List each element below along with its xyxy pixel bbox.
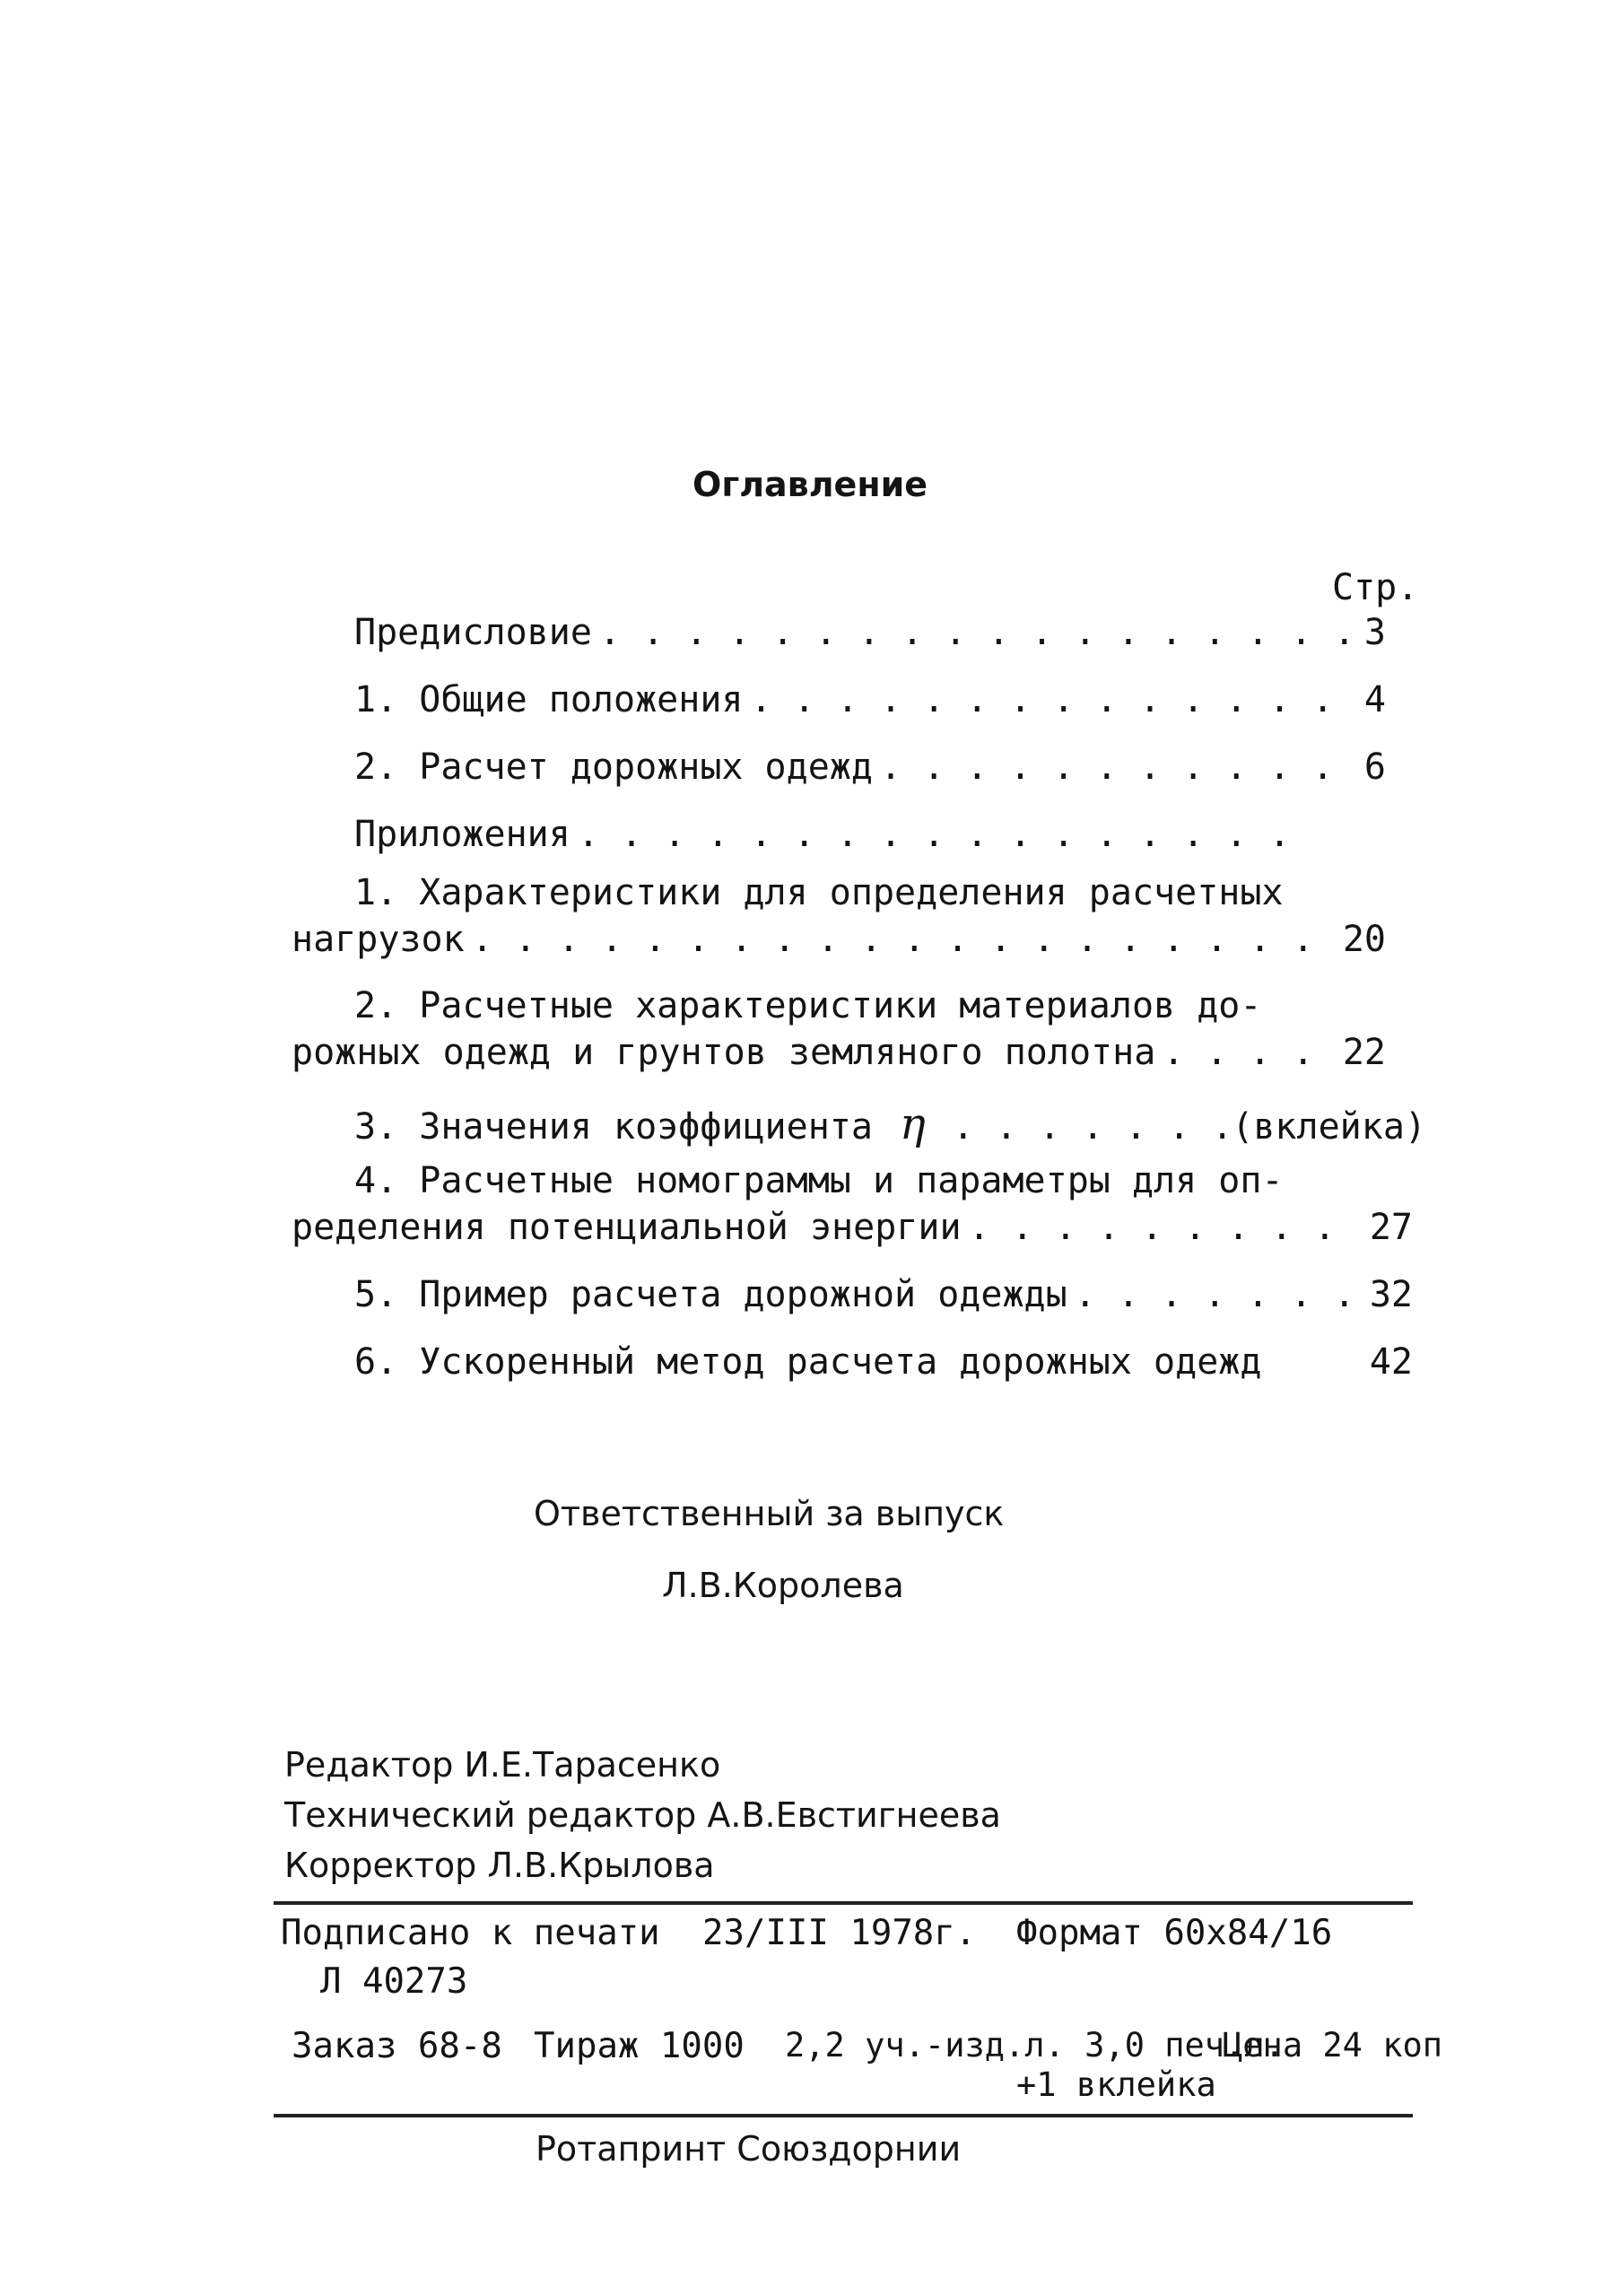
signed-label: Подписано к печати — [281, 1913, 660, 1953]
tech-editor-line: Технический редактор А.В.Евстигнеева — [284, 1795, 1001, 1835]
page-number: 20 — [1342, 919, 1386, 960]
page-column-header: Стр. — [1332, 567, 1419, 608]
leader-dots — [1075, 1274, 1363, 1315]
corrector-line: Корректор Л.В.Крылова — [284, 1846, 715, 1885]
page-number: 4 — [1363, 679, 1386, 720]
page-number: 32 — [1369, 1274, 1413, 1315]
toc-entry-appendix-1-line1: 1. Характеристики для определения расчетных — [354, 872, 1284, 913]
circulation: Тираж 1000 — [534, 2026, 745, 2066]
divider-top — [274, 1901, 1413, 1905]
toc-entry-general: 1. Общие положения . . . 4 — [354, 679, 1386, 726]
leader-dots — [599, 612, 1357, 653]
signed-date: 23/III 1978г. — [702, 1913, 977, 1953]
leader-dots — [953, 1106, 1225, 1148]
toc-entry-appendix-4-line2: ределения потенциальной энергии . . . 27 — [292, 1207, 1413, 1253]
format-info: Формат 60х84/16 — [1016, 1913, 1333, 1953]
leader-dots — [969, 1207, 1363, 1248]
page-number: 42 — [1369, 1341, 1413, 1383]
printer-name: Ротапринт Союздорнии — [536, 2129, 962, 2169]
page-number: 22 — [1342, 1032, 1386, 1073]
insert-note: +1 вклейка — [1016, 2065, 1216, 2104]
toc-entry-appendix-2-line2: рожных одежд и грунтов земляного полотна . . . 22 — [292, 1032, 1386, 1078]
toc-entry-appendix-1-line2: нагрузок . . . 20 — [292, 919, 1386, 965]
leader-dots — [750, 679, 1356, 720]
toc-entry-calculation: 2. Расчет дорожных одежд . . . 6 — [354, 746, 1386, 793]
sheets-info: 2,2 уч.-изд.л. 3,0 печ.л. — [785, 2026, 1285, 2065]
toc-entry-preface: Предисловие . . . 3 — [354, 612, 1386, 659]
leader-dots — [578, 814, 1298, 855]
responsible-label: Ответственный за выпуск — [534, 1494, 1005, 1533]
toc-entry-appendix-5: 5. Пример расчета дорожной одежды . . . 32 — [354, 1274, 1413, 1321]
toc-entry-appendix-2-line1: 2. Расчетные характеристики материалов до- — [354, 985, 1262, 1026]
editor-line: Редактор И.Е.Тарасенко — [284, 1745, 721, 1785]
leader-dots — [880, 746, 1357, 788]
order-number: Заказ 68-8 — [292, 2026, 502, 2066]
eta-symbol: η — [899, 1099, 926, 1149]
toc-entry-appendix-3: 3. Значения коэффициента η . . . (вклейка) — [354, 1099, 1426, 1146]
price: Цена 24 коп — [1223, 2026, 1443, 2065]
toc-entry-appendices: Приложения . . . — [354, 814, 1305, 860]
license-number: Л 40273 — [320, 1961, 468, 2002]
page-number: (вклейка) — [1232, 1106, 1426, 1148]
page-number: 3 — [1363, 612, 1386, 653]
toc-entry-appendix-4-line1: 4. Расчетные номограммы и параметры для оп- — [354, 1160, 1284, 1201]
toc-title: Оглавление — [692, 465, 928, 504]
responsible-name: Л.В.Королева — [662, 1566, 904, 1605]
page-number: 6 — [1363, 746, 1386, 788]
leader-dots — [472, 919, 1336, 960]
divider-bottom — [274, 2114, 1413, 2117]
leader-dots — [1163, 1032, 1336, 1073]
toc-entry-appendix-6: 6. Ускоренный метод расчета дорожных одежд 42 — [354, 1341, 1413, 1383]
page-number: 27 — [1369, 1207, 1413, 1248]
